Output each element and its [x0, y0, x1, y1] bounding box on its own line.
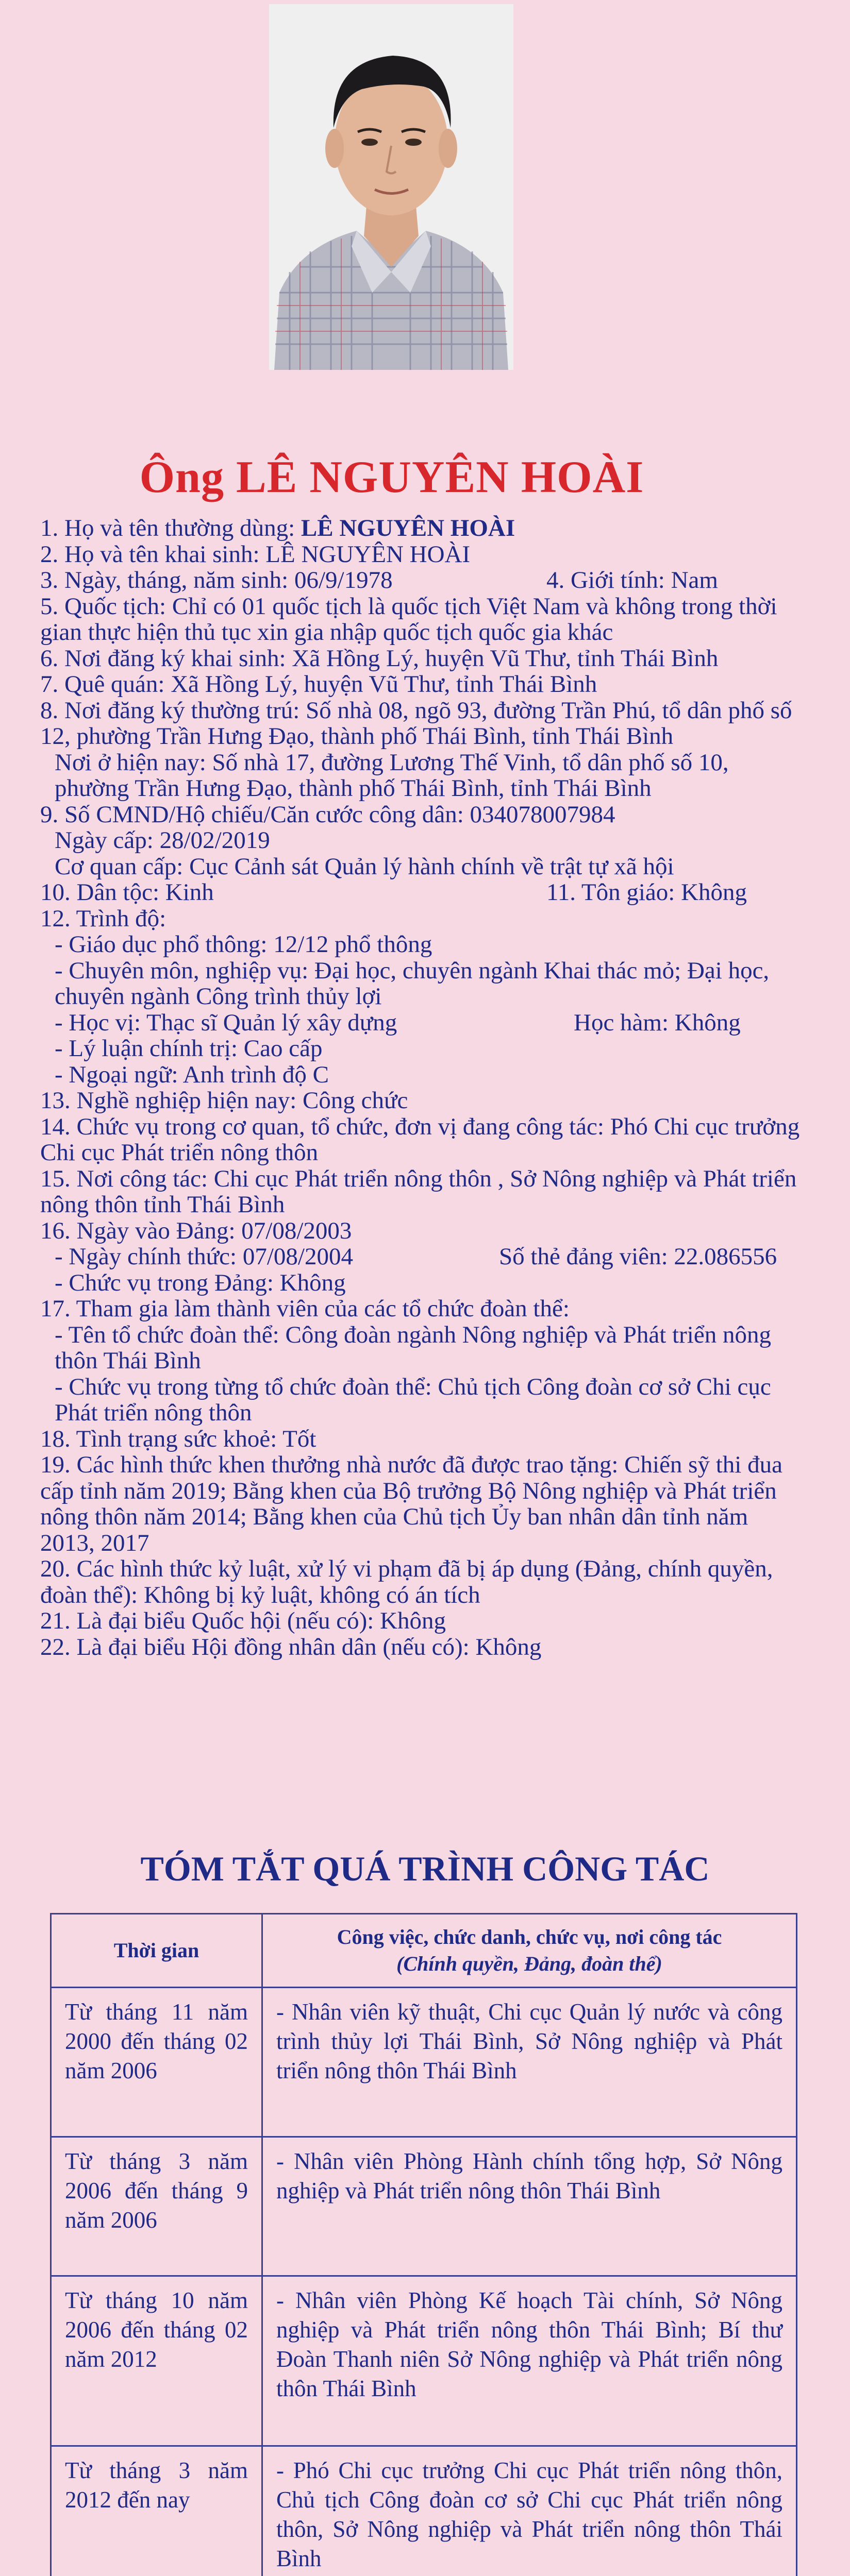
- field-id-issuer: Cơ quan cấp: Cục Cảnh sát Quản lý hành chính về trật tự xã hội: [55, 853, 674, 880]
- row-job: - Nhân viên Phòng Kế hoạch Tài chính, Sở Nông nghiệp và Phát triển nông thôn Thái Bình; Bí thư Đoàn Thanh niên Sở Nông nghiệp và Phát triển nông thôn Thái Bình: [262, 2276, 797, 2446]
- row-time: Từ tháng 3 năm 2012 đến nay: [51, 2446, 262, 2576]
- field-dob-gender: 3. Ngày, tháng, năm sinh: 06/9/1978 4. Giới tính: Nam: [40, 567, 718, 594]
- field-birth-registration: 6. Nơi đăng ký khai sinh: Xã Hồng Lý, huyện Vũ Thư, tỉnh Thái Bình: [40, 645, 719, 672]
- row-time: Từ tháng 11 năm 2000 đến tháng 02 năm 2006: [51, 1988, 262, 2137]
- table-header-row: [51, 1914, 797, 1988]
- field-nationality: 5. Quốc tịch: Chỉ có 01 quốc tịch là quốc tịch Việt Nam và không trong thời gian thực hiện thủ tục xin gia nhập quốc tịch quốc gia khác: [40, 592, 777, 646]
- field-foreign-language: - Ngoại ngữ: Anh trình độ C: [55, 1061, 329, 1088]
- portrait-photo: [269, 4, 513, 370]
- field-political-theory: - Lý luận chính trị: Cao cấp: [55, 1035, 323, 1062]
- table-row: [51, 2137, 797, 2276]
- field-awards: 19. Các hình thức khen thưởng nhà nước đã được trao tặng: Chiến sỹ thi đua cấp tỉnh năm 2019; Bằng khen của Bộ trưởng Bộ Nông nghiệp và Phát triển nông thôn năm 2014; Bằng khen của Chủ tịch Ủy ban nhân dân tỉnh năm 2013, 2017: [40, 1451, 782, 1556]
- field-organization-position: - Chức vụ trong từng tổ chức đoàn thể: Chủ tịch Công đoàn cơ sở Chi cục Phát triển nông thôn: [55, 1373, 771, 1426]
- work-history-title: TÓM TẮT QUÁ TRÌNH CÔNG TÁC: [140, 1849, 710, 1888]
- field-position: 14. Chức vụ trong cơ quan, tổ chức, đơn vị đang công tác: Phó Chi cục trưởng Chi cục Phát triển nông thôn: [40, 1113, 800, 1166]
- field-academic-degree: - Học vị: Thạc sĩ Quản lý xây dựng Học hàm: Không: [55, 1009, 741, 1036]
- field-organization-name: - Tên tổ chức đoàn thể: Công đoàn ngành Nông nghiệp và Phát triển nông thôn Thái Bình: [55, 1321, 771, 1374]
- header-time: Thời gian: [51, 1914, 262, 1988]
- field-professional-qualification: - Chuyên môn, nghiệp vụ: Đại học, chuyên ngành Khai thác mỏ; Đại học, chuyên ngành Công trình thủy lợi: [55, 957, 770, 1010]
- field-permanent-residence: 8. Nơi đăng ký thường trú: Số nhà 08, ngõ 93, đường Trần Phú, tổ dân phố số 12, phường Trần Hưng Đạo, thành phố Thái Bình, tỉnh Thái Bình: [40, 697, 792, 750]
- field-birth-name: 2. Họ và tên khai sinh: LÊ NGUYÊN HOÀI: [40, 540, 471, 568]
- field-current-residence: Nơi ở hiện nay: Số nhà 17, đường Lương Thế Vinh, tổ dân phố số 10, phường Trần Hưng Đạo, thành phố Thái Bình, tỉnh Thái Bình: [55, 749, 729, 802]
- field-discipline: 20. Các hình thức kỷ luật, xử lý vi phạm đã bị áp dụng (Đảng, chính quyền, đoàn thể): Không bị kỷ luật, không có án tích: [40, 1555, 773, 1608]
- row-time: Từ tháng 3 năm 2006 đến tháng 9 năm 2006: [51, 2137, 262, 2276]
- row-job: - Phó Chi cục trưởng Chi cục Phát triển nông thôn, Chủ tịch Công đoàn cơ sở Chi cục Phát triển nông thôn, Sở Nông nghiệp và Phát triển nông thôn Thái Bình: [262, 2446, 797, 2576]
- field-hometown: 7. Quê quán: Xã Hồng Lý, huyện Vũ Thư, tỉnh Thái Bình: [40, 671, 597, 698]
- row-time: Từ tháng 10 năm 2006 đến tháng 02 năm 2012: [51, 2276, 262, 2446]
- field-organizations: 17. Tham gia làm thành viên của các tổ chức đoàn thể:: [40, 1295, 570, 1322]
- field-general-education: - Giáo dục phổ thông: 12/12 phổ thông: [55, 931, 432, 958]
- person-name-title: Ông LÊ NGUYÊN HOÀI: [139, 452, 644, 502]
- field-common-name: 1. Họ và tên thường dùng: LÊ NGUYÊN HOÀI: [40, 515, 515, 541]
- table-row: [51, 2446, 797, 2576]
- field-id-number: 9. Số CMND/Hộ chiếu/Căn cước công dân: 034078007984: [40, 801, 615, 828]
- field-peoples-council: 22. Là đại biểu Hội đồng nhân dân (nếu có): Không: [40, 1633, 542, 1660]
- row-job: - Nhân viên kỹ thuật, Chi cục Quản lý nước và công trình thủy lợi Thái Bình, Sở Nông nghiệp và Phát triển nông thôn Thái Bình: [262, 1988, 797, 2137]
- field-id-issue-date: Ngày cấp: 28/02/2019: [55, 827, 270, 854]
- field-national-assembly: 21. Là đại biểu Quốc hội (nếu có): Không: [40, 1607, 446, 1634]
- field-health: 18. Tình trạng sức khoẻ: Tốt: [40, 1425, 316, 1452]
- table-row: [51, 2276, 797, 2446]
- personal-info-list: [40, 515, 803, 1660]
- field-party-join-date: 16. Ngày vào Đảng: 07/08/2003: [40, 1217, 352, 1244]
- field-party-official-date: - Ngày chính thức: 07/08/2004 Số thẻ đảng viên: 22.086556: [55, 1243, 777, 1270]
- table-row: [51, 1988, 797, 2137]
- row-job: - Nhân viên Phòng Hành chính tổng hợp, Sở Nông nghiệp và Phát triển nông thôn Thái Bình: [262, 2137, 797, 2276]
- header-job: Công việc, chức danh, chức vụ, nơi công tác (Chính quyền, Đảng, đoàn thể): [262, 1914, 797, 1988]
- field-ethnicity-religion: 10. Dân tộc: Kinh 11. Tôn giáo: Không: [40, 879, 747, 906]
- field-occupation: 13. Nghề nghiệp hiện nay: Công chức: [40, 1087, 408, 1114]
- field-party-position: - Chức vụ trong Đảng: Không: [55, 1269, 346, 1296]
- field-education: 12. Trình độ:: [40, 905, 166, 932]
- work-history-table: [50, 1913, 797, 2576]
- field-workplace: 15. Nơi công tác: Chi cục Phát triển nông thôn , Sở Nông nghiệp và Phát triển nông thôn tỉnh Thái Bình: [40, 1165, 797, 1218]
